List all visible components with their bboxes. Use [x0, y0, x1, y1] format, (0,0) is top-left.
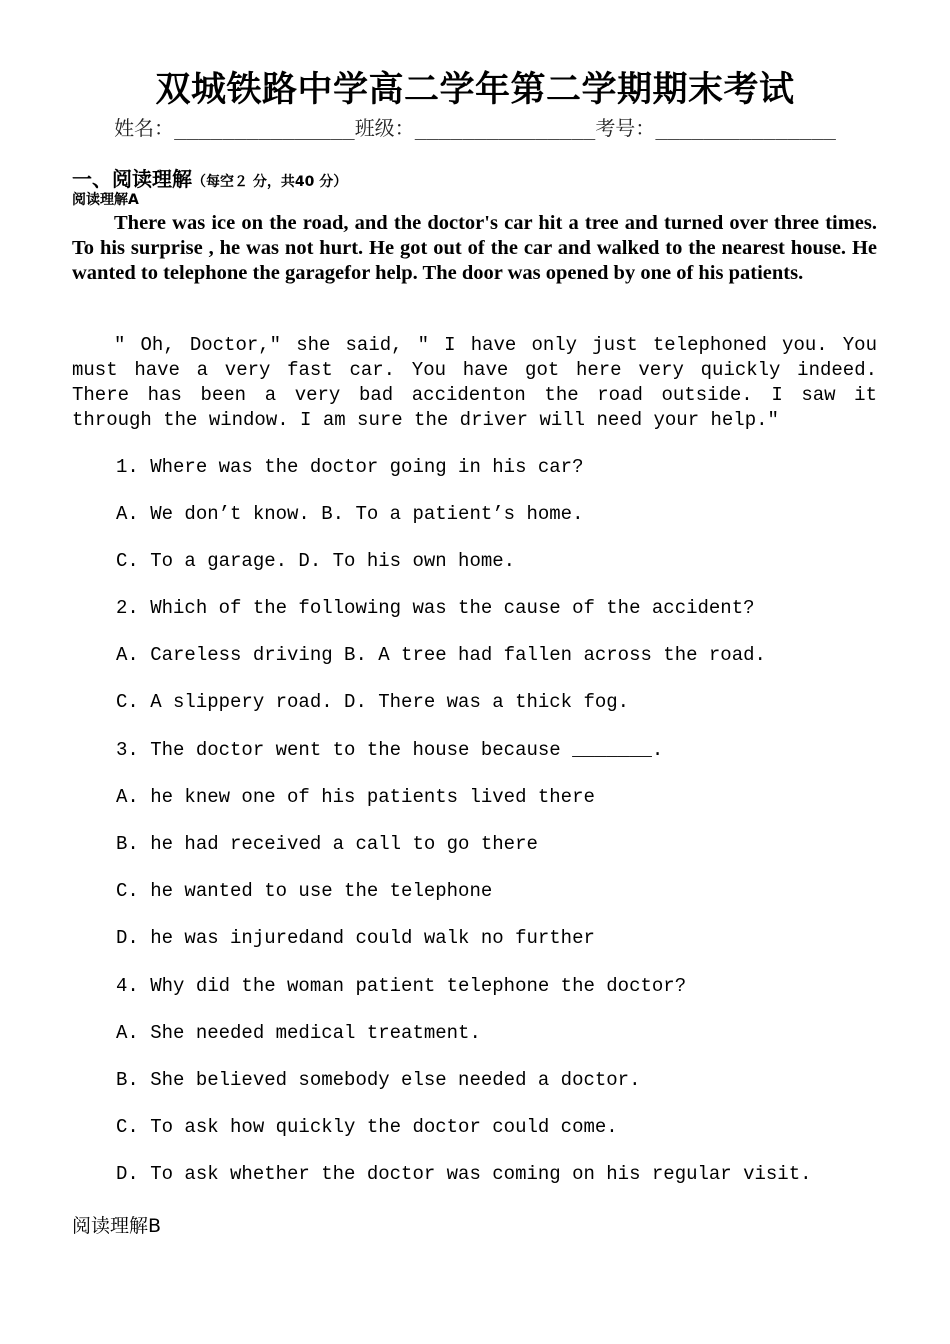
- section-heading: [72, 163, 347, 192]
- number-blank: _______________: [655, 116, 836, 140]
- passage-paragraph-1: There was ice on the road, and the doctor's car hit a tree and turned over three times. To his surprise , he was not hurt. He got out of the car and walked to the nearest house. He wanted to telephone the garagefor help. The door was opened by one of his patients.: [72, 212, 877, 284]
- question-3: 3. The doctor went to the house because _______.: [116, 739, 664, 761]
- question-2: 2. Which of the following was the cause of the accident?: [116, 597, 755, 619]
- question-4-option-b: B. She believed somebody else needed a doctor.: [116, 1069, 641, 1091]
- reading-a-heading: 阅读理解A: [72, 192, 139, 208]
- question-3-option-d: D. he was injuredand could walk no further: [116, 927, 595, 949]
- name-label: 姓名：: [114, 116, 175, 140]
- question-3-option-b: B. he had received a call to go there: [116, 833, 538, 855]
- question-4-option-a: A. She needed medical treatment.: [116, 1022, 481, 1044]
- question-1: 1. Where was the doctor going in his car?: [116, 456, 584, 478]
- question-4-option-d: D. To ask whether the doctor was coming on his regular visit.: [116, 1163, 812, 1185]
- question-2-options-ab: A. Careless driving B. A tree had fallen across the road.: [116, 644, 766, 666]
- student-info-line: [0, 112, 950, 141]
- section-score-note: （每空２ 分，共40 分）: [192, 174, 348, 190]
- question-3-option-c: C. he wanted to use the telephone: [116, 880, 493, 902]
- class-label: 班级：: [354, 116, 415, 140]
- exam-title: 双城铁路中学高二学年第二学期期末考试: [155, 69, 795, 110]
- name-blank: _______________: [174, 116, 355, 140]
- question-1-options-cd: C. To a garage. D. To his own home.: [116, 550, 516, 572]
- section-title: 一、阅读理解: [72, 167, 192, 191]
- question-4-option-c: C. To ask how quickly the doctor could come.: [116, 1116, 618, 1138]
- passage-paragraph-2: ″ Oh, Doctor,″ she said, ″ I have only just telephoned you. You must have a very fast car. You have got here very quickly indeed. There has been a very bad accidenton the road outside. I saw it through the window. I am sure the driver will need your help.″: [72, 334, 877, 431]
- number-label: 考号：: [595, 116, 656, 140]
- question-3-option-a: A. he knew one of his patients lived there: [116, 786, 595, 808]
- question-4: 4. Why did the woman patient telephone the doctor?: [116, 975, 687, 997]
- reading-b-heading: 阅读理解B: [72, 1215, 162, 1237]
- question-1-options-ab: A. We don’t know. B. To a patient’s home.: [116, 503, 584, 525]
- class-blank: _______________: [414, 116, 596, 140]
- question-2-options-cd: C. A slippery road. D. There was a thick fog.: [116, 691, 630, 713]
